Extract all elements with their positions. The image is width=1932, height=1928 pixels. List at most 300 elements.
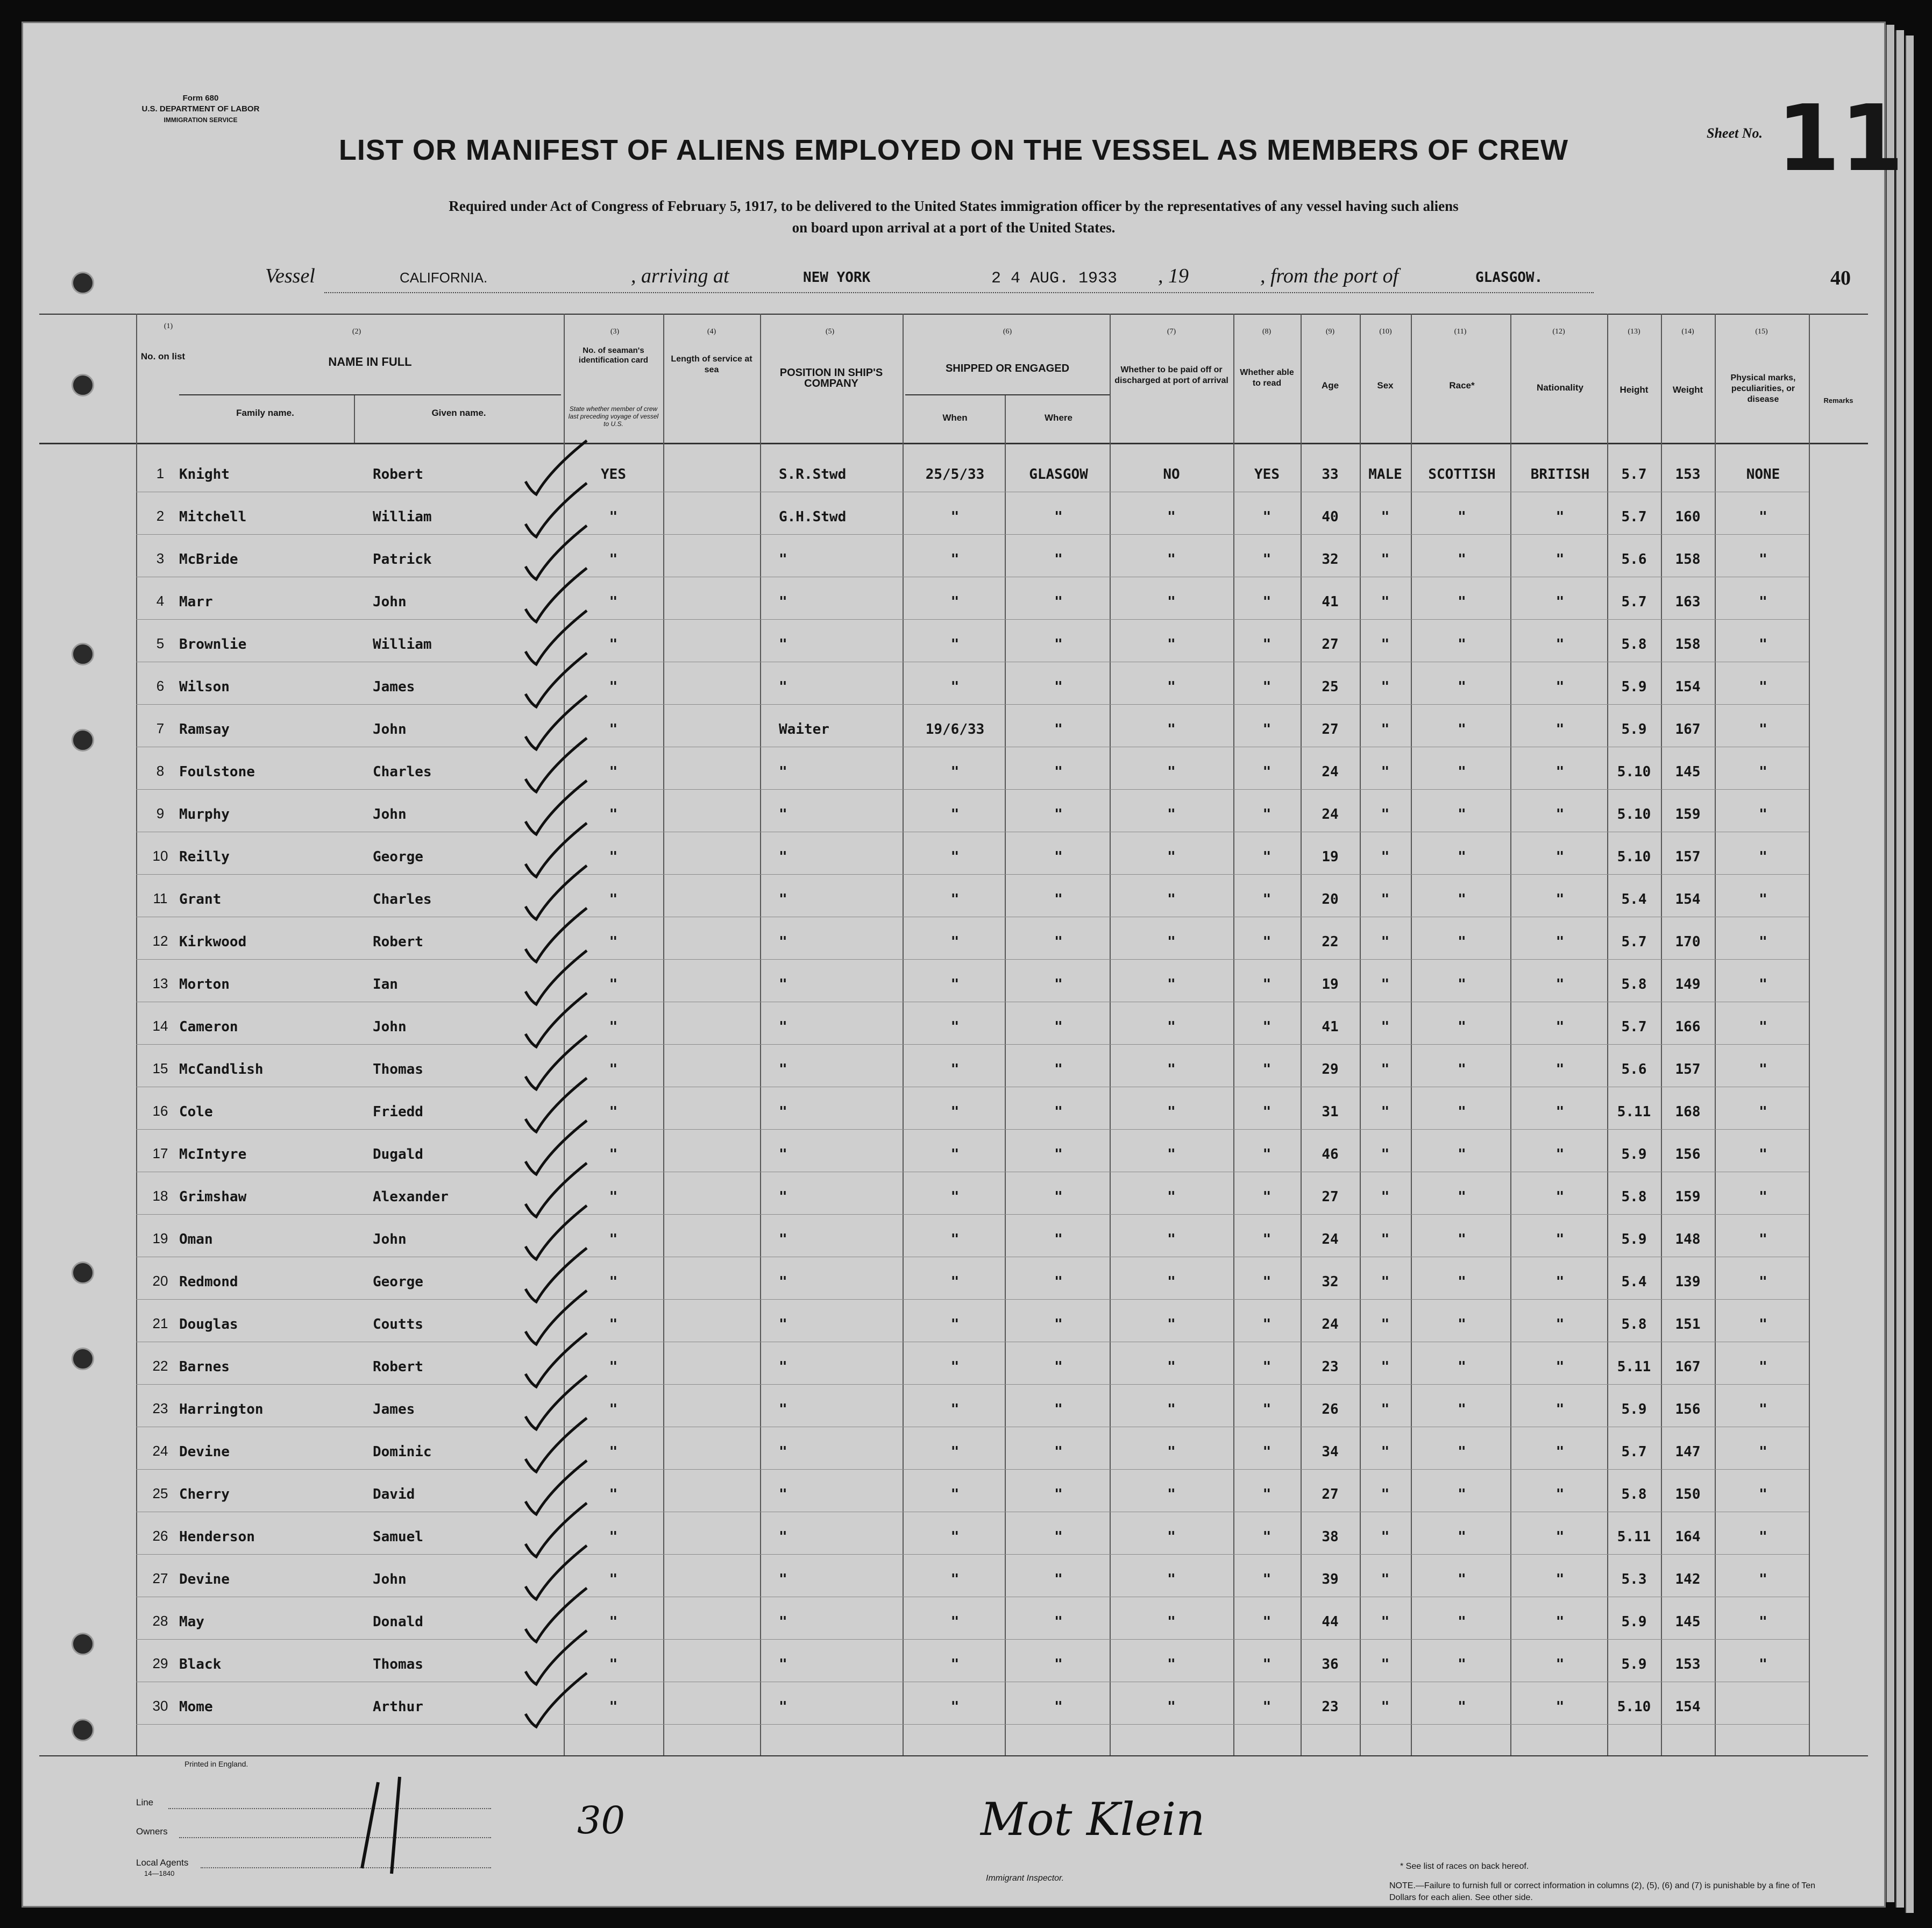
- cell-position: ": [779, 1061, 787, 1078]
- sheet-label: Sheet No.: [1707, 125, 1763, 141]
- col-num-15: (15): [1755, 328, 1768, 336]
- cell-age: 27: [1322, 1486, 1339, 1502]
- cell-sex: ": [1381, 1189, 1390, 1205]
- cell-id: ": [609, 976, 618, 993]
- cell-paid: ": [1167, 1656, 1176, 1672]
- owners-label: Owners: [136, 1826, 168, 1837]
- cell-nationality: ": [1555, 1486, 1565, 1502]
- cell-paid: ": [1167, 1274, 1176, 1290]
- cell-when: ": [950, 849, 960, 865]
- cell-read: ": [1262, 1614, 1272, 1630]
- cell-height: 5.10: [1617, 849, 1651, 865]
- cell-where: ": [1054, 1614, 1063, 1630]
- header-remarks: Remarks: [1823, 396, 1853, 405]
- subtitle-line-2: on board upon arrival at a port of the United States.: [792, 219, 1116, 236]
- cell-sex: ": [1381, 1401, 1390, 1417]
- cell-height: 5.6: [1621, 1061, 1647, 1078]
- page-edge: [1905, 36, 1914, 1913]
- cell-weight: 166: [1675, 1019, 1701, 1035]
- cell-weight: 163: [1675, 594, 1701, 610]
- cell-when: ": [950, 764, 960, 780]
- printed-in: Printed in England.: [184, 1760, 248, 1768]
- cell-race: ": [1458, 1316, 1466, 1332]
- cell-when: ": [950, 679, 960, 695]
- cell-weight: 150: [1675, 1486, 1701, 1502]
- cell-family: Reilly: [179, 849, 230, 865]
- cell-given: John: [373, 1571, 407, 1587]
- cell-race: ": [1458, 1571, 1466, 1587]
- cell-physical: ": [1759, 934, 1767, 950]
- cell-position: S.R.Stwd: [779, 466, 847, 483]
- cell-when: 25/5/33: [925, 466, 985, 483]
- cell-when: ": [950, 636, 960, 653]
- punch-hole: [72, 729, 94, 752]
- punch-hole: [72, 1633, 94, 1655]
- cell-age: 38: [1322, 1529, 1339, 1545]
- cell-given: Robert: [373, 466, 423, 483]
- cell-height: 5.4: [1621, 1274, 1647, 1290]
- row-rule: [136, 619, 1809, 620]
- cell-age: 33: [1322, 466, 1339, 483]
- cell-height: 5.7: [1621, 934, 1647, 950]
- name-header-rule: [179, 394, 561, 395]
- cell-where: ": [1054, 764, 1063, 780]
- cell-sex: ": [1381, 1359, 1390, 1375]
- cell-given: James: [373, 1401, 415, 1417]
- cell-family: Morton: [179, 976, 230, 993]
- cell-physical: ": [1759, 636, 1767, 653]
- cell-sex: ": [1381, 1231, 1390, 1247]
- cell-race: ": [1458, 1061, 1466, 1078]
- cell-race: ": [1458, 1146, 1466, 1163]
- page-edge: [1886, 25, 1894, 1902]
- row-number: 9: [156, 805, 165, 821]
- cell-age: 24: [1322, 764, 1339, 780]
- col-num-14: (14): [1681, 328, 1694, 336]
- cell-position: ": [779, 594, 787, 610]
- row-number: 19: [152, 1230, 168, 1246]
- cell-height: 5.11: [1617, 1359, 1651, 1375]
- cell-id: ": [609, 1274, 618, 1290]
- cell-age: 32: [1322, 551, 1339, 568]
- cell-sex: ": [1381, 849, 1390, 865]
- cell-race: ": [1458, 806, 1466, 823]
- cell-where: ": [1054, 1401, 1063, 1417]
- cell-family: Cherry: [179, 1486, 230, 1502]
- cell-sex: ": [1381, 1529, 1390, 1545]
- cell-read: ": [1262, 1019, 1272, 1035]
- inspector-signature: Mot Klein: [981, 1793, 1205, 1846]
- cell-weight: 158: [1675, 636, 1701, 653]
- cell-read: ": [1262, 551, 1272, 568]
- cell-nationality: ": [1555, 1401, 1565, 1417]
- cell-physical: ": [1759, 551, 1767, 568]
- cell-sex: ": [1381, 1486, 1390, 1502]
- cell-family: Oman: [179, 1231, 213, 1247]
- cell-nationality: ": [1555, 1529, 1565, 1545]
- cell-physical: ": [1759, 806, 1767, 823]
- cell-age: 23: [1322, 1359, 1339, 1375]
- cell-position: G.H.Stwd: [779, 509, 847, 525]
- cell-given: Robert: [373, 1359, 423, 1375]
- cell-physical: ": [1759, 1274, 1767, 1290]
- cell-race: ": [1458, 1104, 1466, 1120]
- cell-weight: 151: [1675, 1316, 1701, 1332]
- cell-nationality: ": [1555, 1189, 1565, 1205]
- cell-paid: ": [1167, 509, 1176, 525]
- cell-weight: 154: [1675, 1699, 1701, 1715]
- header-able-read: Whether able to read: [1240, 368, 1294, 388]
- cell-read: ": [1262, 1699, 1272, 1715]
- cell-given: James: [373, 679, 415, 695]
- row-number: 4: [156, 593, 165, 609]
- cell-when: ": [950, 1614, 960, 1630]
- cell-age: 39: [1322, 1571, 1339, 1587]
- cell-physical: ": [1759, 1529, 1767, 1545]
- cell-position: ": [779, 636, 787, 653]
- cell-weight: 160: [1675, 509, 1701, 525]
- row-number: 7: [156, 720, 165, 736]
- cell-race: ": [1458, 1614, 1466, 1630]
- cell-given: Alexander: [373, 1189, 449, 1205]
- cell-where: ": [1054, 1571, 1063, 1587]
- row-rule: [136, 534, 1809, 535]
- owners-rule: [179, 1837, 491, 1838]
- cell-read: ": [1262, 806, 1272, 823]
- row-number: 28: [152, 1613, 168, 1629]
- cell-nationality: ": [1555, 1656, 1565, 1672]
- cell-race: ": [1458, 849, 1466, 865]
- cell-age: 32: [1322, 1274, 1339, 1290]
- header-length-service: Length of service at sea: [671, 355, 752, 374]
- cell-physical: ": [1759, 1146, 1767, 1163]
- cell-height: 5.8: [1621, 636, 1647, 653]
- cell-paid: ": [1167, 976, 1176, 993]
- row-number: 22: [152, 1358, 168, 1374]
- cell-race: ": [1458, 934, 1466, 950]
- cell-paid: ": [1167, 1019, 1176, 1035]
- cell-physical: ": [1759, 1231, 1767, 1247]
- cell-given: George: [373, 849, 423, 865]
- cell-position: ": [779, 934, 787, 950]
- col-num-11: (11): [1454, 328, 1467, 336]
- cell-sex: ": [1381, 636, 1390, 653]
- cell-nationality: ": [1555, 891, 1565, 908]
- cell-when: ": [950, 976, 960, 993]
- cell-paid: NO: [1163, 466, 1180, 483]
- cell-family: McCandlish: [179, 1061, 264, 1078]
- cell-paid: ": [1167, 679, 1176, 695]
- cell-position: ": [779, 1316, 787, 1332]
- cell-paid: ": [1167, 806, 1176, 823]
- cell-given: Robert: [373, 934, 423, 950]
- col-num-12: (12): [1552, 328, 1565, 336]
- cell-nationality: ": [1555, 1614, 1565, 1630]
- form-service: IMMIGRATION SERVICE: [164, 116, 238, 124]
- cell-when: ": [950, 1656, 960, 1672]
- punch-hole: [72, 374, 94, 396]
- cell-given: Donald: [373, 1614, 423, 1630]
- cell-weight: 149: [1675, 976, 1701, 993]
- cell-race: ": [1458, 721, 1466, 738]
- cell-given: Samuel: [373, 1529, 423, 1545]
- handwritten-mark: [340, 1771, 427, 1879]
- cell-read: ": [1262, 1231, 1272, 1247]
- cell-where: ": [1054, 1699, 1063, 1715]
- cell-read: ": [1262, 1359, 1272, 1375]
- punch-hole: [72, 1348, 94, 1370]
- cell-given: Patrick: [373, 551, 432, 568]
- header-bottom-border: [39, 443, 1868, 444]
- subtitle-line-1: Required under Act of Congress of February 5, 1917, to be delivered to the United States immigration officer by the representatives of any vessel having such aliens: [449, 198, 1459, 214]
- cell-nationality: ": [1555, 679, 1565, 695]
- cell-where: ": [1054, 1359, 1063, 1375]
- cell-position: ": [779, 1699, 787, 1715]
- cell-given: Charles: [373, 891, 432, 908]
- cell-age: 24: [1322, 806, 1339, 823]
- cell-weight: 142: [1675, 1571, 1701, 1587]
- cell-sex: ": [1381, 1274, 1390, 1290]
- race-note: * See list of races on back hereof.: [1400, 1862, 1529, 1871]
- cell-paid: ": [1167, 1571, 1176, 1587]
- cell-physical: ": [1759, 891, 1767, 908]
- cell-family: Douglas: [179, 1316, 238, 1332]
- cell-family: Brownlie: [179, 636, 247, 653]
- cell-read: ": [1262, 764, 1272, 780]
- cell-sex: ": [1381, 1444, 1390, 1460]
- cell-weight: 153: [1675, 466, 1701, 483]
- cell-read: ": [1262, 849, 1272, 865]
- cell-height: 5.8: [1621, 1486, 1647, 1502]
- cell-id: ": [609, 764, 618, 780]
- punch-hole: [72, 1261, 94, 1284]
- row-number: 27: [152, 1570, 168, 1586]
- cell-given: John: [373, 594, 407, 610]
- cell-height: 5.7: [1621, 1444, 1647, 1460]
- col-sep: [354, 394, 355, 443]
- cell-race: ": [1458, 764, 1466, 780]
- col-sep: [903, 314, 904, 1755]
- cell-physical: ": [1759, 721, 1767, 738]
- cell-family: Devine: [179, 1571, 230, 1587]
- cell-physical: ": [1759, 1316, 1767, 1332]
- row-rule: [136, 1469, 1809, 1470]
- cell-where: ": [1054, 1104, 1063, 1120]
- cell-family: Kirkwood: [179, 934, 247, 950]
- cell-read: ": [1262, 1146, 1272, 1163]
- arriving-port: NEW YORK: [803, 270, 871, 286]
- cell-race: ": [1458, 1231, 1466, 1247]
- row-number: 10: [152, 848, 168, 864]
- cell-given: Charles: [373, 764, 432, 780]
- cell-family: Henderson: [179, 1529, 255, 1545]
- cell-sex: ": [1381, 764, 1390, 780]
- cell-height: 5.9: [1621, 1231, 1647, 1247]
- cell-when: ": [950, 1019, 960, 1035]
- cell-height: 5.7: [1621, 594, 1647, 610]
- cell-race: ": [1458, 1486, 1466, 1502]
- cell-race: ": [1458, 1656, 1466, 1672]
- cell-id: ": [609, 1231, 618, 1247]
- cell-id: ": [609, 1656, 618, 1672]
- table-bottom-border: [39, 1755, 1868, 1756]
- cell-position: ": [779, 1104, 787, 1120]
- cell-nationality: ": [1555, 721, 1565, 738]
- cell-weight: 139: [1675, 1274, 1701, 1290]
- row-number: 1: [156, 465, 165, 481]
- cell-age: 27: [1322, 721, 1339, 738]
- cell-family: Foulstone: [179, 764, 255, 780]
- cell-weight: 170: [1675, 934, 1701, 950]
- handwritten-count: 30: [577, 1798, 626, 1842]
- cell-weight: 156: [1675, 1401, 1701, 1417]
- row-rule: [136, 1554, 1809, 1555]
- cell-when: ": [950, 1359, 960, 1375]
- cell-physical: ": [1759, 1656, 1767, 1672]
- cell-where: ": [1054, 636, 1063, 653]
- cell-age: 24: [1322, 1231, 1339, 1247]
- cell-where: ": [1054, 1486, 1063, 1502]
- arriving-label: , arriving at: [631, 265, 729, 287]
- col-sep: [663, 314, 664, 1755]
- cell-id: ": [609, 636, 618, 653]
- cell-height: 5.8: [1621, 976, 1647, 993]
- cell-id: ": [609, 1061, 618, 1078]
- cell-weight: 145: [1675, 1614, 1701, 1630]
- line-rule: [168, 1808, 491, 1809]
- cell-race: ": [1458, 1359, 1466, 1375]
- cell-sex: ": [1381, 679, 1390, 695]
- cell-id: ": [609, 721, 618, 738]
- cell-sex: ": [1381, 1019, 1390, 1035]
- manifest-page: [22, 22, 1904, 1908]
- cell-height: 5.7: [1621, 466, 1647, 483]
- cell-family: Knight: [179, 466, 230, 483]
- cell-paid: ": [1167, 1231, 1176, 1247]
- cell-age: 24: [1322, 1316, 1339, 1332]
- cell-nationality: ": [1555, 1359, 1565, 1375]
- cell-read: ": [1262, 934, 1272, 950]
- cell-age: 44: [1322, 1614, 1339, 1630]
- cell-id: ": [609, 1571, 618, 1587]
- cell-position: ": [779, 679, 787, 695]
- cell-physical: ": [1759, 1359, 1767, 1375]
- cell-family: McBride: [179, 551, 238, 568]
- cell-nationality: ": [1555, 1316, 1565, 1332]
- cell-nationality: ": [1555, 636, 1565, 653]
- cell-physical: ": [1759, 849, 1767, 865]
- cell-id: ": [609, 1401, 618, 1417]
- cell-paid: ": [1167, 1061, 1176, 1078]
- cell-height: 5.9: [1621, 1614, 1647, 1630]
- cell-height: 5.9: [1621, 1656, 1647, 1672]
- cell-weight: 157: [1675, 849, 1701, 865]
- form-number: Form 680: [182, 94, 219, 103]
- cell-physical: ": [1759, 1401, 1767, 1417]
- row-number: 6: [156, 678, 165, 694]
- cell-sex: ": [1381, 721, 1390, 738]
- cell-paid: ": [1167, 1486, 1176, 1502]
- cell-family: Harrington: [179, 1401, 264, 1417]
- cell-race: ": [1458, 1189, 1466, 1205]
- cell-physical: ": [1759, 594, 1767, 610]
- cell-position: ": [779, 1189, 787, 1205]
- cell-position: ": [779, 551, 787, 568]
- cell-race: ": [1458, 1019, 1466, 1035]
- cell-id: ": [609, 1529, 618, 1545]
- row-number: 15: [152, 1060, 168, 1076]
- header-where: Where: [1045, 413, 1072, 423]
- year-label: , 19: [1158, 265, 1189, 287]
- cell-sex: ": [1381, 1146, 1390, 1163]
- cell-race: ": [1458, 1444, 1466, 1460]
- cell-race: ": [1458, 1699, 1466, 1715]
- cell-height: 5.7: [1621, 1019, 1647, 1035]
- cell-where: ": [1054, 934, 1063, 950]
- cell-weight: 147: [1675, 1444, 1701, 1460]
- cell-paid: ": [1167, 1614, 1176, 1630]
- col-num-1: (1): [164, 322, 173, 330]
- cell-weight: 148: [1675, 1231, 1701, 1247]
- cell-position: ": [779, 1359, 787, 1375]
- col-num-6: (6): [1003, 328, 1012, 336]
- cell-id: YES: [601, 466, 626, 483]
- cell-read: ": [1262, 1571, 1272, 1587]
- cell-height: 5.10: [1617, 764, 1651, 780]
- cell-sex: ": [1381, 509, 1390, 525]
- cell-nationality: ": [1555, 764, 1565, 780]
- cell-family: Mome: [179, 1699, 213, 1715]
- cell-when: ": [950, 1231, 960, 1247]
- vessel-line-rule: [324, 292, 1594, 294]
- cell-where: ": [1054, 1656, 1063, 1672]
- cell-when: ": [950, 1486, 960, 1502]
- row-number: 23: [152, 1400, 168, 1416]
- cell-height: 5.10: [1617, 806, 1651, 823]
- cell-physical: NONE: [1746, 466, 1780, 483]
- row-rule: [136, 874, 1809, 875]
- header-seaman-id-note: State whether member of crew last preceding voyage of vessel to U.S.: [568, 405, 659, 428]
- cell-when: ": [950, 1444, 960, 1460]
- cell-family: Devine: [179, 1444, 230, 1460]
- cell-height: 5.9: [1621, 679, 1647, 695]
- cell-where: ": [1054, 1529, 1063, 1545]
- cell-age: 29: [1322, 1061, 1339, 1078]
- cell-sex: ": [1381, 1061, 1390, 1078]
- cell-physical: ": [1759, 1189, 1767, 1205]
- cell-age: 20: [1322, 891, 1339, 908]
- cell-paid: ": [1167, 1401, 1176, 1417]
- cell-physical: ": [1759, 1104, 1767, 1120]
- cell-position: ": [779, 849, 787, 865]
- row-number: 5: [156, 635, 165, 651]
- row-number: 18: [152, 1188, 168, 1204]
- cell-height: 5.7: [1621, 509, 1647, 525]
- cell-position: ": [779, 1019, 787, 1035]
- cell-nationality: ": [1555, 1231, 1565, 1247]
- from-port: GLASGOW.: [1475, 270, 1543, 286]
- cell-age: 23: [1322, 1699, 1339, 1715]
- cell-given: John: [373, 721, 407, 738]
- cell-id: ": [609, 1444, 618, 1460]
- cell-where: ": [1054, 679, 1063, 695]
- cell-paid: ": [1167, 849, 1176, 865]
- cell-sex: MALE: [1368, 466, 1402, 483]
- cell-family: Barnes: [179, 1359, 230, 1375]
- cell-read: ": [1262, 1529, 1272, 1545]
- cell-read: ": [1262, 594, 1272, 610]
- row-number: 12: [152, 933, 168, 949]
